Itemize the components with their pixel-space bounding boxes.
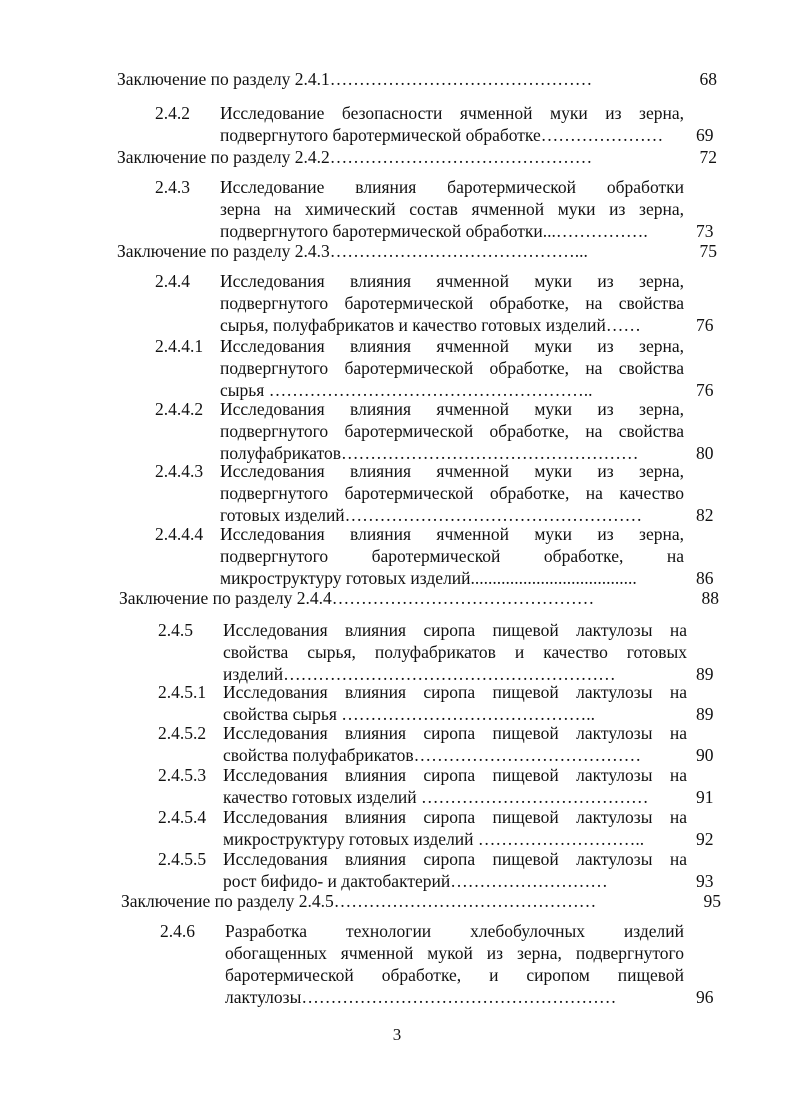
- toc-entry-2-4-5-2: [0, 722, 794, 766]
- section-number: 2.4.4.1: [155, 336, 204, 356]
- page-number: 75: [699, 241, 717, 261]
- section-title: Исследования влияния ячменной муки из зерна, подвергнутого баротермической обработке, на свойства: [220, 271, 684, 313]
- section-title: Исследование безопасности ячменной муки из зерна,: [220, 103, 684, 123]
- page-number: 93: [696, 871, 714, 891]
- page-number: 76: [696, 315, 714, 335]
- page-number: 72: [699, 147, 717, 167]
- section-number: 2.4.2: [155, 103, 190, 123]
- summary-text: Заключение по разделу 2.4.1: [117, 69, 330, 89]
- page-number: 89: [696, 664, 714, 684]
- section-title: Исследования влияния ячменной муки из зерна, подвергнутого баротермической обработке, на свойства: [220, 336, 684, 378]
- page-number: 91: [696, 787, 714, 807]
- section-number: 2.4.5.4: [158, 807, 207, 827]
- toc-entry-2-4-5: [0, 619, 794, 685]
- section-number: 2.4.5.3: [158, 765, 207, 785]
- leader-dots: ………………………………………: [329, 147, 593, 167]
- section-title-last-line: свойства полуфабрикатов…………………………………: [223, 745, 642, 765]
- leader-dots: ………………………………………: [329, 69, 593, 89]
- section-number: 2.4.5.1: [158, 682, 207, 702]
- section-number: 2.4.5: [158, 620, 193, 640]
- section-title: Исследование влияния баротермической обработки зерна на химический состав ячменной муки из зерна,: [220, 177, 684, 219]
- section-title-last-line: сырья ………………………………………………..: [220, 380, 593, 400]
- section-title: Разработка технологии хлебобулочных изделий обогащенных ячменной мукой из зерна, подвергнутого баротермической обработке, и сиропом пищевой: [225, 921, 684, 985]
- toc-entry-2-4-4-3: [0, 460, 794, 526]
- section-number: 2.4.5.5: [158, 849, 207, 869]
- toc-entry-2-4-4-2: [0, 398, 794, 464]
- footer-page-number: 3: [392, 1025, 402, 1044]
- section-title: Исследования влияния сиропа пищевой лактулозы на свойства сырья, полуфабрикатов и качество готовых: [223, 620, 687, 662]
- summary-text: Заключение по разделу 2.4.5: [121, 891, 334, 911]
- section-title: Исследования влияния сиропа пищевой лактулозы на: [223, 765, 687, 785]
- section-title-last-line: качество готовых изделий …………………………………: [223, 787, 649, 807]
- section-title-last-line: подвергнутого баротермической обработке…………………: [220, 125, 664, 145]
- section-title-last-line: микроструктуру готовых изделий ………………………..: [223, 829, 645, 849]
- section-title: Исследования влияния ячменной муки из зерна, подвергнутого баротермической обработке, на свойства: [220, 399, 684, 441]
- section-title: Исследования влияния сиропа пищевой лактулозы на: [223, 849, 687, 869]
- section-title-last-line: готовых изделий……………………………………………: [220, 505, 643, 525]
- section-title-last-line: лактулозы………………………………………………: [225, 987, 617, 1007]
- section-title: Исследования влияния ячменной муки из зерна, подвергнутого баротермической обработке, на качество: [220, 461, 684, 503]
- section-title-last-line: рост бифидо- и дактобактерий………………………: [223, 871, 608, 891]
- toc-summary-2-4-2: [117, 146, 717, 168]
- page-number: 89: [696, 704, 714, 724]
- page-number: 82: [696, 505, 714, 525]
- summary-text: Заключение по разделу 2.4.3: [117, 241, 330, 261]
- toc-entry-2-4-3: [0, 176, 794, 242]
- leader-dots: ………………………………………: [333, 891, 597, 911]
- toc-entry-2-4-4-1: [0, 335, 794, 401]
- section-title-last-line: изделий…………………………………………………: [223, 664, 616, 684]
- toc-entry-2-4-5-4: [0, 806, 794, 850]
- page-number: 88: [701, 588, 719, 608]
- toc-entry-2-4-6: [0, 920, 794, 1008]
- section-number: 2.4.4: [155, 271, 190, 291]
- leader-dots: ……………………………………...: [329, 241, 588, 261]
- section-number: 2.4.6: [160, 921, 195, 941]
- page-number: 76: [696, 380, 714, 400]
- page-number: 96: [696, 987, 714, 1007]
- toc-entry-2-4-4-4: [0, 523, 794, 589]
- page-number: 86: [696, 568, 714, 588]
- section-number: 2.4.5.2: [158, 723, 207, 743]
- toc-summary-2-4-5: [121, 890, 721, 912]
- section-title: Исследования влияния сиропа пищевой лактулозы на: [223, 807, 687, 827]
- section-number: 2.4.3: [155, 177, 190, 197]
- summary-text: Заключение по разделу 2.4.2: [117, 147, 330, 167]
- section-number: 2.4.4.3: [155, 461, 204, 481]
- toc-entry-2-4-4: [0, 270, 794, 336]
- section-title-last-line: свойства сырья ……………………………………..: [223, 704, 596, 724]
- toc-entry-2-4-5-5: [0, 848, 794, 892]
- toc-entry-2-4-5-3: [0, 764, 794, 808]
- page-number: 69: [696, 125, 714, 145]
- section-title-last-line: полуфабрикатов……………………………………………: [220, 443, 639, 463]
- section-title: Исследования влияния сиропа пищевой лактулозы на: [223, 723, 687, 743]
- page-number: 68: [699, 69, 717, 89]
- section-title-last-line: подвергнутого баротермической обработки...…………….: [220, 221, 648, 241]
- section-title: Исследования влияния сиропа пищевой лактулозы на: [223, 682, 687, 702]
- page-number: 73: [696, 221, 714, 241]
- toc-entry-2-4-5-1: [0, 681, 794, 725]
- toc-summary-2-4-4: [119, 587, 719, 609]
- section-number: 2.4.4.2: [155, 399, 204, 419]
- section-number: 2.4.4.4: [155, 524, 204, 544]
- section-title-last-line: микроструктуру готовых изделий......................................: [220, 568, 637, 588]
- section-title: Исследования влияния ячменной муки из зерна, подвергнутого баротермической обработке, на: [220, 524, 684, 566]
- leader-dots: ………………………………………: [331, 588, 595, 608]
- page-number: 95: [703, 891, 721, 911]
- section-title-last-line: сырья, полуфабрикатов и качество готовых изделий……: [220, 315, 641, 335]
- page-number: 90: [696, 745, 714, 765]
- toc-summary-2-4-3: [117, 240, 717, 262]
- summary-text: Заключение по разделу 2.4.4: [119, 588, 332, 608]
- page-number: 92: [696, 829, 714, 849]
- toc-summary-2-4-1: [117, 68, 717, 90]
- page-number: 80: [696, 443, 714, 463]
- toc-entry-2-4-2: [0, 102, 794, 146]
